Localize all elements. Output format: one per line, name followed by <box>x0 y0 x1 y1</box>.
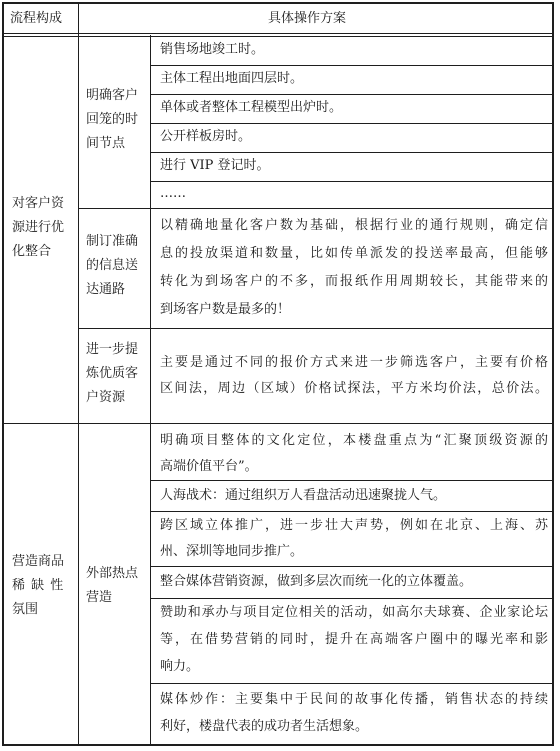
row-line <box>150 480 554 481</box>
table-border-left <box>2 2 4 746</box>
list-item: 进行 VIP 登记时。 <box>160 158 270 173</box>
row1-label-line: 明确客户 <box>86 88 139 103</box>
row3-text-line: 主要是通过不同的报价方式来进一步筛选客户，主要有价格 <box>160 355 548 370</box>
item-text-line: 利好，楼盘代表的成功者生活想象。 <box>160 719 369 734</box>
header-col2: 具体操作方案 <box>268 11 347 26</box>
row3-text-line: 区间法，周边（区域）价格试探法，平方米均价法，总价法。 <box>160 381 548 396</box>
col-divider-1 <box>78 2 79 746</box>
row-line <box>78 208 554 209</box>
item-text-line: 媒体炒作：主要集中于民间的故事化传播，销售状态的持续 <box>160 692 548 707</box>
row2-text-line: 转化为到场客户的不多，而报纸作用周期较长，其能带来的 <box>160 274 548 289</box>
list-item: 单体或者整体工程模型出炉时。 <box>160 100 343 115</box>
section1-title-line: 源进行优 <box>12 220 65 235</box>
list-item: 销售场地竣工时。 <box>160 42 265 57</box>
row-line <box>78 328 554 329</box>
section2-label-line: 营造 <box>86 590 113 605</box>
row2-label-line: 达通路 <box>86 282 126 297</box>
header-rule <box>2 33 554 34</box>
row2-label-line: 的信息送 <box>86 258 139 273</box>
row-line <box>150 598 554 599</box>
row-line <box>150 683 554 684</box>
list-item: 公开样板房时。 <box>160 129 252 144</box>
item-text-line: 跨区域立体推广，进一步壮大声势，例如在北京、上海、苏 <box>160 518 548 533</box>
row2-label-line: 制订准确 <box>86 234 139 249</box>
list-item: 主体工程出地面四层时。 <box>160 71 304 86</box>
section2-title-line: 氛围 <box>12 602 39 617</box>
section1-title-line: 对客户资 <box>12 196 65 211</box>
item-text-line: 整合媒体营销资源，做到多层次而统一化的立体覆盖。 <box>160 574 473 589</box>
row3-label-line: 炼优质客 <box>86 366 139 381</box>
process-table <box>2 2 554 746</box>
row3-label-line: 进一步提 <box>86 342 139 357</box>
item-text-line: 等，在借势营销的同时，提升在高端客户圈中的曝光率和影 <box>160 632 548 647</box>
row2-text-line: 息的投放渠道和数量，比如传单派发的投送率最高，但能够 <box>160 246 548 261</box>
section2-label-line: 外部热点 <box>86 566 139 581</box>
row-line <box>150 181 554 182</box>
row-line <box>150 566 554 567</box>
item-text-line: 明确项目整体的文化定位，本楼盘重点为“汇聚顶级资源的 <box>160 433 548 448</box>
section2-title-line: 营造商品 <box>12 554 65 569</box>
col-divider-2 <box>150 35 151 746</box>
item-text-line: 响力。 <box>160 659 200 674</box>
table-border-bottom <box>2 744 554 746</box>
row-line <box>150 511 554 512</box>
row3-label-line: 户资源 <box>86 390 126 405</box>
item-text-line: 高端价值平台”。 <box>160 459 258 474</box>
header-rule-2 <box>2 36 554 37</box>
row1-label-line: 回笼的时 <box>86 112 139 127</box>
header-col1: 流程构成 <box>10 11 63 26</box>
table-border-top <box>2 2 554 4</box>
row1-label-line: 间节点 <box>86 136 126 151</box>
row2-text-line: 以精确地量化客户数为基础，根据行业的通行规则，确定信 <box>160 218 548 233</box>
section2-title-line: 稀 缺 性 <box>12 578 64 593</box>
item-text-line: 赞助和承办与项目定位相关的活动，如高尔夫球赛、企业家论坛 <box>160 605 548 620</box>
table-border-right <box>552 2 554 746</box>
list-item: …… <box>160 186 186 201</box>
item-text-line: 人海战术：通过组织万人看盘活动迅速聚拢人气。 <box>160 488 447 503</box>
row2-text-line: 到场客户数是最多的！ <box>160 302 291 317</box>
item-text-line: 州、深圳等地同步推广。 <box>160 544 304 559</box>
section-boundary <box>2 423 554 424</box>
section1-title-line: 化整合 <box>12 244 52 259</box>
